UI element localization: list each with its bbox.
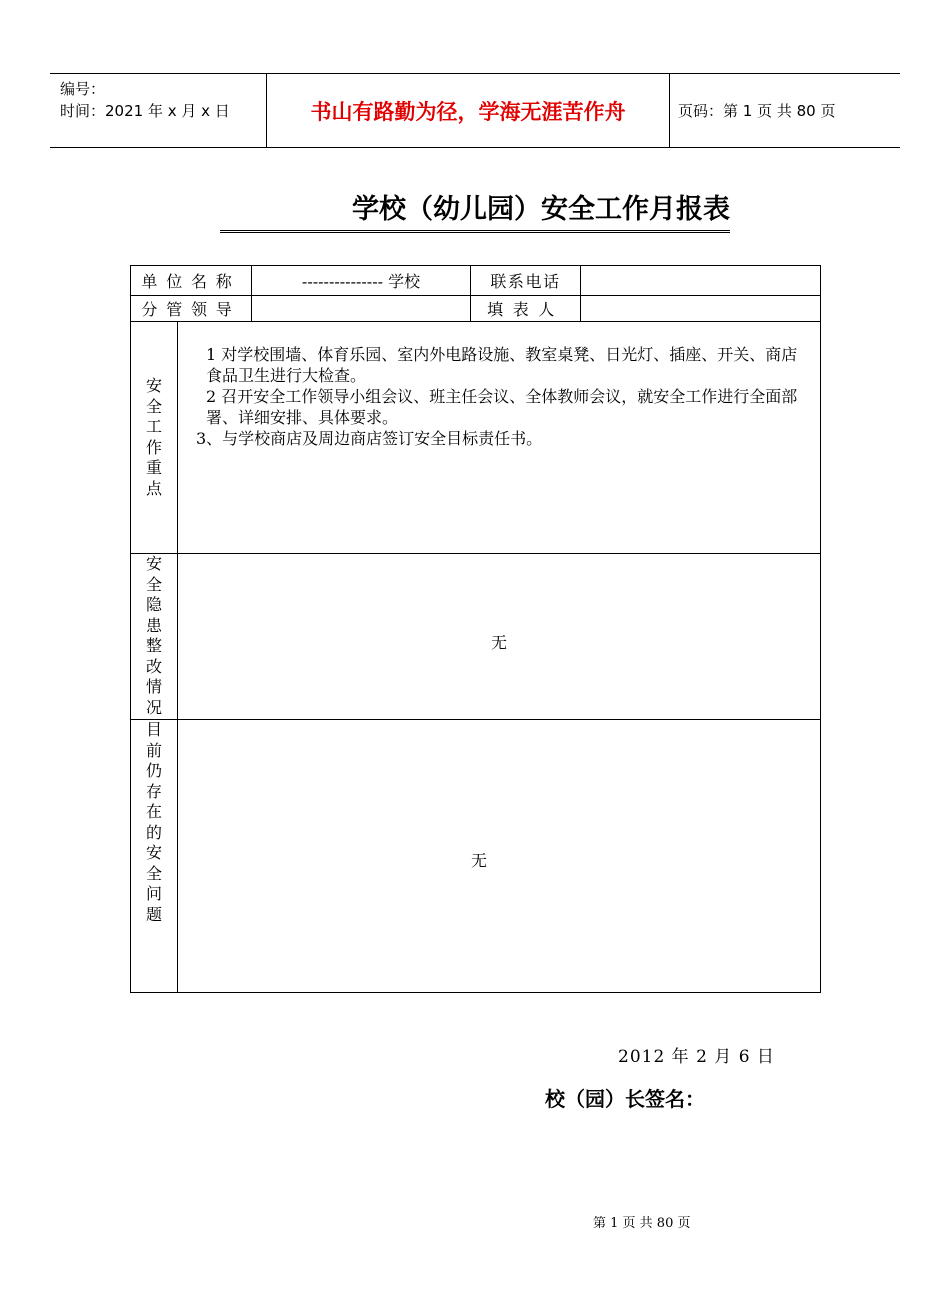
filler-value	[581, 296, 821, 322]
header-motto: 书山有路勤为径，学海无涯苦作舟	[266, 74, 670, 147]
row-problem	[131, 720, 821, 993]
focus-item: 1 对学校围墙、体育乐园、室内外电路设施、教室桌凳、日光灯、插座、开关、商店食品卫生进行大检查。	[206, 345, 798, 385]
hazard-value: 无	[178, 554, 821, 720]
header-left	[60, 78, 230, 122]
focus-item: 2 召开安全工作领导小组会议、班主任会议、全体教师会议，就安全工作进行全面部署、详细安排、具体要求。	[206, 387, 798, 427]
focus-label: 安全工作重点	[145, 376, 162, 498]
problem-value: 无	[178, 720, 821, 993]
report-table	[130, 265, 821, 993]
problem-label-cell	[131, 720, 178, 993]
page-footer: 第 1 页 共 80 页	[593, 1216, 691, 1231]
page-header	[50, 73, 900, 148]
time-label: 时间：2021 年 x 月 x 日	[60, 102, 230, 120]
row-hazard	[131, 554, 821, 720]
hazard-label-cell	[131, 554, 178, 720]
unit-name-label: 单位名称	[131, 266, 252, 296]
number-label: 编号：	[60, 80, 106, 98]
leader-label: 分管领导	[131, 296, 252, 322]
phone-label: 联系电话	[471, 266, 581, 296]
row-leader	[131, 296, 821, 322]
unit-name-value: --------------- 学校	[252, 266, 471, 296]
phone-value	[581, 266, 821, 296]
focus-content	[178, 322, 821, 554]
focus-label-cell	[131, 322, 178, 554]
focus-item: 3、与学校商店及周边商店签订安全目标责任书。	[196, 429, 543, 448]
problem-label: 目前仍存在的安全问题	[145, 720, 162, 924]
filler-label: 填表人	[471, 296, 581, 322]
document-title: 学校（幼儿园）安全工作月报表	[220, 190, 730, 233]
leader-value	[252, 296, 471, 322]
row-unit	[131, 266, 821, 296]
hazard-label: 安全隐患整改情况	[145, 554, 162, 717]
header-page-label: 页码：第 1 页 共 80 页	[678, 102, 836, 120]
report-date: 2012 年 2 月 6 日	[618, 1047, 775, 1067]
signature-label: 校（园）长签名：	[545, 1087, 705, 1111]
row-focus	[131, 322, 821, 554]
